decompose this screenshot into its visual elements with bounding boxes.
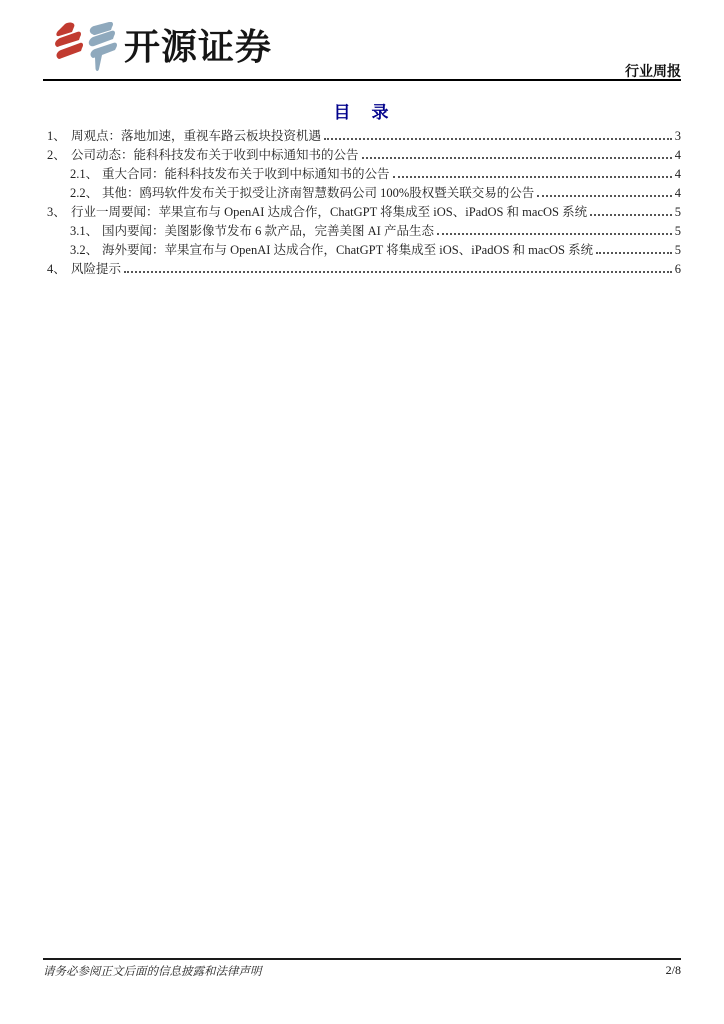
dotted-leader [537,195,672,197]
toc-entry-number: 3、 [47,205,66,219]
toc-entry-3-2[interactable] [43,240,681,259]
toc-entry-2-1[interactable] [43,164,681,183]
toc-entry-label: 周观点：落地加速，重视车路云板块投资机遇 [71,129,322,143]
dotted-leader [393,176,672,178]
toc-entry-number: 1、 [47,129,66,143]
toc-entry-1[interactable] [43,126,681,145]
dotted-leader [324,138,672,140]
footer-disclaimer: 请务必参阅正文后面的信息披露和法律声明 [43,966,262,978]
toc-entry-page: 3 [674,129,681,143]
toc-entry-2-2[interactable] [43,183,681,202]
toc-entry-number: 2.2、 [70,186,99,200]
dotted-leader [596,252,672,254]
toc-entry-page: 4 [674,186,681,200]
toc-entry-label: 公司动态：能科科技发布关于收到中标通知书的公告 [71,148,359,162]
brand-logo-icon [52,22,118,72]
toc-entry-number: 3.1、 [70,224,99,238]
toc-entry-number: 4、 [47,262,66,276]
toc-entry-label: 重大合同：能科科技发布关于收到中标通知书的公告 [102,167,390,181]
dotted-leader [437,233,672,235]
report-type-label: 行业周报 [625,65,681,80]
toc-entry-page: 4 [674,167,681,181]
toc-entry-label: 国内要闻：美图影像节发布 6 款产品，完善美图 AI 产品生态 [102,224,434,238]
toc-entry-2[interactable] [43,145,681,164]
toc-entry-page: 5 [674,205,681,219]
toc-list [43,126,681,278]
toc-entry-4[interactable] [43,259,681,278]
toc-entry-number: 2、 [47,148,66,162]
dotted-leader [590,214,672,216]
toc-entry-page: 5 [674,243,681,257]
toc-title: 目 录 [333,103,391,122]
footer-rule [43,958,681,960]
toc-entry-label: 海外要闻：苹果宣布与 OpenAI 达成合作，ChatGPT 将集成至 iOS、iPadOS 和 macOS 系统 [102,243,594,257]
toc-entry-3[interactable] [43,202,681,221]
toc-entry-number: 3.2、 [70,243,99,257]
dotted-leader [124,271,672,273]
dotted-leader [362,157,672,159]
header-rule [43,79,681,81]
toc-entry-page: 6 [674,262,681,276]
toc-entry-page: 4 [674,148,681,162]
toc-entry-page: 5 [674,224,681,238]
footer-page-indicator: 2/8 [665,963,681,977]
toc-entry-number: 2.1、 [70,167,99,181]
toc-entry-3-1[interactable] [43,221,681,240]
toc-entry-label: 风险提示 [71,262,122,276]
toc-entry-label: 行业一周要闻：苹果宣布与 OpenAI 达成合作，ChatGPT 将集成至 iOS、iPadOS 和 macOS 系统 [71,205,588,219]
brand-name: 开源证券 [124,26,273,67]
brand-logo [52,22,272,72]
toc-entry-label: 其他：鸥玛软件发布关于拟受让济南智慧数码公司 100%股权暨关联交易的公告 [102,186,535,200]
